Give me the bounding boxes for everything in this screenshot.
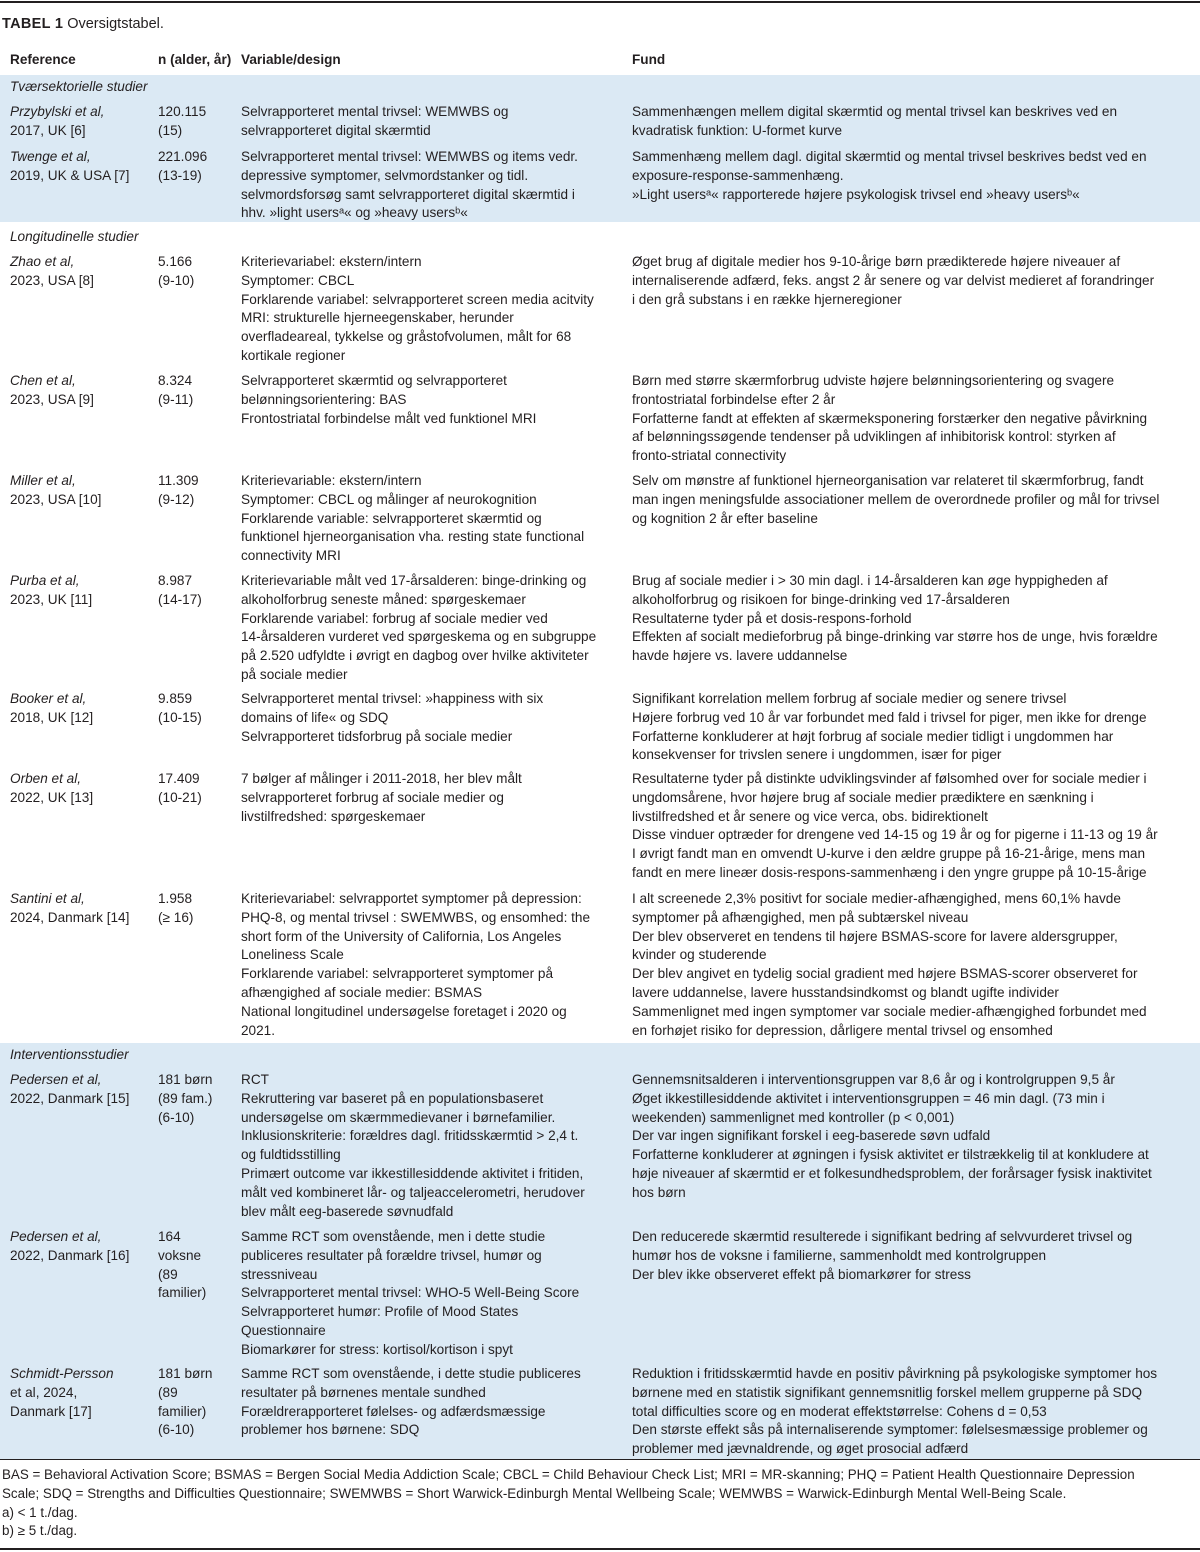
cell-reference-line: Pedersen et al, (10, 1072, 102, 1087)
cell-reference-line: Orben et al, (10, 771, 82, 786)
cell-design (241, 103, 508, 141)
cell-findings-line: Forfatterne konkluderer at højt forbrug af sociale medier tidligt i ungdommen har (632, 728, 1114, 744)
cell-design-line: Kriterievariable: ekstern/intern (241, 473, 422, 488)
cell-n-line: (10-15) (158, 709, 202, 725)
cell-findings-line: Sammenhæng mellem dagl. digital skærmtid og mental trivsel beskrives bedst ved en (632, 149, 1147, 164)
cell-findings-line: symptomer på afhængighed, men på subtærskel niveau (632, 909, 969, 925)
cell-findings (632, 770, 1158, 883)
cell-design-line: Forklarende variable: selvrapporteret skærmtid og (241, 510, 542, 526)
cell-reference-line: 2023, UK [11] (10, 591, 93, 607)
cell-design-line: Kriterievariabel: selvrapportet symptomer på depression: (241, 891, 582, 906)
cell-n-line: 9.859 (158, 691, 193, 706)
cell-design-line: på sociale medier (241, 666, 348, 682)
cell-findings-line: høje niveauer af skærmtid er et folkesundhedsproblem, der forårsager fysisk inaktivitet (632, 1165, 1152, 1181)
cell-reference-line: Purba et al, (10, 573, 80, 588)
cell-reference (10, 890, 129, 928)
table-caption (2, 16, 164, 32)
cell-findings (632, 572, 1158, 666)
cell-findings-line: Sammenlignet med ingen symptomer var sociale medier-afhængighed forbundet med (632, 1003, 1147, 1019)
cell-findings-line: I øvrigt fandt man en omvendt U-kurve i den ældre gruppe på 16-21-årige, mens man (632, 846, 1146, 862)
cell-n-line: 164 (158, 1229, 181, 1244)
cell-findings-line: Disse vinduer optræder for drengene ved 14-15 og 19 år og for pigerne i 11-13 og 19 år (632, 827, 1158, 843)
cell-findings-line: konsekvenser for trivslen senere i ungdommen, især for piger (632, 747, 1002, 763)
cell-design-line: Inklusionskriterie: forældres dagl. fritidsskærmtid > 2,4 t. (241, 1128, 579, 1144)
cell-findings (632, 1228, 1132, 1284)
cell-design-line: Selvrapporteret skærmtid og selvrapporteret (241, 373, 507, 388)
cell-findings (632, 1365, 1157, 1459)
cell-n-line: (89 (158, 1266, 178, 1282)
cell-design (241, 1365, 581, 1440)
cell-findings-line: fandt en mere lineær dosis-respons-sammenhæng i den yngre gruppe på 10-15-årige (632, 864, 1147, 880)
cell-reference-line: 2023, USA [9] (10, 391, 94, 407)
cell-reference-line: Pedersen et al, (10, 1229, 102, 1244)
cell-reference-line: 2022, UK [13] (10, 789, 94, 805)
cell-findings-line: Der blev angivet en tydelig social gradient med højere BSMAS-scorer observeret for (632, 966, 1138, 982)
footnote-line: Scale; SDQ = Strengths and Difficulties Questionnaire; SWEMWBS = Short Warwick-Edinburgh Mental Wellbeing Scale; WEMWBS = Warwick-Edinburgh Mental Well-Being Scale. (2, 1485, 1067, 1501)
cell-findings-line: kvadratisk funktion: U-formet kurve (632, 122, 843, 138)
cell-design-line: Forklarende variabel: forbrug af sociale medier ved (241, 610, 548, 626)
cell-reference (10, 103, 104, 141)
cell-findings-line: Signifikant korrelation mellem forbrug af sociale medier og senere trivsel (632, 691, 1067, 706)
cell-design-line: selvmordsforsøg samt selvrapporteret digital skærmtid i (241, 186, 575, 202)
cell-reference-line: Schmidt-Persson (10, 1366, 114, 1381)
cell-reference-line: Przybylski et al, (10, 104, 105, 119)
cell-reference-line: Booker et al, (10, 691, 87, 706)
cell-design-line: depressive symptomer, selvmordstanker og tidl. (241, 167, 529, 183)
cell-n-line: (89 fam.) (158, 1090, 213, 1106)
cell-design-line: Biomarkører for stress: kortisol/kortison i spyt (241, 1341, 513, 1357)
cell-n (158, 103, 206, 141)
cell-design-line: RCT (241, 1072, 269, 1087)
cell-n-line: (15) (158, 122, 183, 138)
cell-design-line: funktionel hjerneorganisation vha. resting state functional (241, 529, 585, 545)
cell-design-line: Selvrapporteret mental trivsel: WEMWBS og (241, 104, 509, 119)
header-design: Variable/design (241, 52, 341, 67)
cell-n-line: (6-10) (158, 1422, 195, 1438)
cell-findings-line: Effekten af socialt medieforbrug på binge-drinking var større hos de unge, hvis forældre (632, 629, 1158, 645)
cell-n-line: 5.166 (158, 254, 193, 269)
footnote-line: b) ≥ 5 t./dag. (2, 1523, 78, 1539)
cell-reference-line: Twenge et al, (10, 149, 91, 164)
cell-design-line: stressniveau (241, 1266, 318, 1282)
cell-n-line: (9-11) (158, 391, 194, 407)
cell-design-line: domains of life« og SDQ (241, 709, 389, 725)
cell-n-line: (6-10) (158, 1109, 195, 1125)
cell-design-line: undersøgelse om skærmmedievaner i børnefamilier. (241, 1109, 556, 1125)
table-bottom-rule (0, 1459, 1200, 1460)
cell-design (241, 148, 578, 223)
cell-n (158, 1228, 206, 1303)
cell-design-line: Symptomer: CBCL (241, 272, 355, 288)
cell-design (241, 770, 522, 826)
cell-n-line: 1.958 (158, 891, 193, 906)
bottom-rule (0, 1548, 1200, 1550)
cell-design-line: kortikale regioner (241, 347, 346, 363)
cell-design-line: connectivity MRI (241, 548, 341, 564)
cell-findings-line: exposure-response-sammenhæng. (632, 167, 844, 183)
cell-design (241, 472, 584, 566)
cell-design-line: Primært outcome var ikkestillesiddende aktivitet i fritiden, (241, 1165, 584, 1181)
cell-findings-line: og kognition 2 år efter baseline (632, 510, 818, 526)
cell-design-line: alkoholforbrug seneste måned: spørgeskemaer (241, 591, 526, 607)
cell-findings-line: Gennemsnitsalderen i interventionsgruppen var 8,6 år og i kontrolgruppen 9,5 år (632, 1072, 1115, 1087)
cell-design-line: overfladeareal, tykkelse og gråstofvolumen, målt for 68 (241, 329, 572, 345)
section-title-cross: Tværsektorielle studier (10, 79, 148, 94)
cell-n-line: (13-19) (158, 167, 202, 183)
cell-design-line: Kriterievariable målt ved 17-årsalderen: binge-drinking og (241, 573, 587, 588)
cell-findings-line: hos børn (632, 1184, 686, 1200)
cell-n (158, 148, 207, 186)
cell-reference-line: 2023, USA [10] (10, 491, 102, 507)
cell-reference-line: 2022, Danmark [15] (10, 1090, 130, 1106)
cell-reference (10, 372, 94, 410)
cell-n (158, 770, 202, 808)
cell-findings-line: Selv om mønstre af funktionel hjerneorganisation var relateret til skærmforbrug, fandt (632, 473, 1144, 488)
cell-design (241, 253, 594, 366)
section-title-intervention: Interventionsstudier (10, 1047, 129, 1062)
footnote-line: a) < 1 t./dag. (2, 1504, 78, 1520)
cell-findings-line: livstilfredshed et år senere og vice verca, obs. bidirektionelt (632, 808, 988, 824)
cell-findings-line: fronto-striatal connectivity (632, 448, 787, 464)
cell-design-line: Selvrapporteret mental trivsel: WEMWBS og items vedr. (241, 149, 578, 164)
cell-reference-line: Santini et al, (10, 891, 85, 906)
cell-design-line: belønningsorientering: BAS (241, 391, 407, 407)
cell-findings-line: en forhøjet risiko for depression, dårligere mental trivsel og ensomhed (632, 1022, 1053, 1038)
cell-n (158, 1365, 212, 1440)
header-n: n (alder, år) (158, 52, 232, 67)
cell-design-line: Forklarende variabel: selvrapporteret symptomer på (241, 966, 554, 982)
cell-design-line: publiceres resultater på forældre trivsel, humør og (241, 1247, 542, 1263)
cell-design-line: målt ved kombineret lår- og taljeaccelerometri, herudover (241, 1184, 585, 1200)
cell-findings-line: humør hos de voksne i familierne, sammenholdt med kontrolgruppen (632, 1247, 1047, 1263)
cell-findings-line: Sammenhængen mellem digital skærmtid og mental trivsel kan beskrives ved en (632, 104, 1118, 119)
cell-design-line: Rekruttering var baseret på en populationsbaseret (241, 1090, 544, 1106)
cell-findings-line: Den største effekt sås på internaliserende symptomer: følelsesmæssige problemer og (632, 1422, 1148, 1438)
cell-design-line: 14-årsalderen vurderet ved spørgeskema og en subgruppe (241, 629, 597, 645)
cell-findings-line: Reduktion i fritidsskærmtid havde en positiv påvirkning på psykologiske symptomer hos (632, 1366, 1158, 1381)
cell-findings-line: problemer med jævnaldrende, og øget prosocial adfærd (632, 1441, 969, 1457)
cell-design-line: 2021. (241, 1022, 276, 1038)
top-rule (0, 1, 1200, 3)
cell-design-line: problemer hos børnene: SDQ (241, 1422, 420, 1438)
cell-reference-line: 2024, Danmark [14] (10, 909, 130, 925)
cell-reference (10, 148, 129, 186)
cell-findings-line: lavere uddannelse, lavere husstandsindkomst og blandt ugifte individer (632, 984, 1059, 1000)
cell-design-line: selvrapporteret forbrug af sociale medier og (241, 789, 504, 805)
cell-design-line: på 2.520 udfyldte i øvrigt en dagbog over hvilke aktiviteter (241, 648, 589, 664)
cell-reference-line: Miller et al, (10, 473, 76, 488)
cell-findings (632, 253, 1154, 309)
cell-design-line: hhv. »light usersᵃ« og »heavy usersᵇ« (241, 205, 468, 221)
cell-findings-line: Forfatterne konkluderer at øgningen i fysisk aktivitet er tilstrækkelig til at konkludere at (632, 1147, 1149, 1163)
cell-design (241, 572, 596, 685)
cell-n-line: 120.115 (158, 104, 207, 119)
cell-n (158, 472, 199, 510)
cell-design-line: Selvrapporteret tidsforbrug på sociale medier (241, 728, 513, 744)
cell-findings-line: total difficulties score og en moderat effektstørrelse: Cohens d = 0,53 (632, 1403, 1047, 1419)
cell-design (241, 690, 543, 746)
cell-findings-line: alkoholforbrug og risikoen for binge-drinking ved 17-årsalderen (632, 591, 1010, 607)
cell-design-line: Loneliness Scale (241, 947, 344, 963)
cell-findings (632, 148, 1147, 204)
cell-reference (10, 770, 93, 808)
cell-findings-line: Børn med større skærmforbrug udviste højere belønningsorientering og svagere (632, 373, 1115, 388)
cell-findings-line: internaliserende adfærd, feks. angst 2 år senere og var delvist medieret af forandringer (632, 272, 1155, 288)
cell-reference-line: 2018, UK [12] (10, 709, 94, 725)
footnotes (2, 1466, 1135, 1541)
cell-findings-line: Der blev observeret en tendens til højere BSMAS-score for lavere aldersgrupper, (632, 928, 1118, 944)
cell-design-line: PHQ-8, og mental trivsel : SWEMWBS, og ensomhed: the (241, 909, 591, 925)
cell-n (158, 572, 202, 610)
cell-design-line: og fuldtidsstilling (241, 1147, 341, 1163)
cell-findings-line: børnene med en statistik signifikant gennemsnitlig forskel mellem grupperne på SDQ (632, 1384, 1143, 1400)
cell-reference (10, 1365, 114, 1421)
cell-design (241, 890, 590, 1040)
cell-reference-line: Chen et al, (10, 373, 76, 388)
cell-findings-line: af belønningssøgende tendenser på udviklingen af inhibitorisk kontrol: styrken af (632, 429, 1116, 445)
cell-n-line: 8.324 (158, 373, 193, 388)
cell-design-line: blev målt eeg-baserede søvnudfald (241, 1203, 454, 1219)
cell-findings-line: i den grå substans i en række hjerneregioner (632, 291, 902, 307)
cell-n (158, 372, 193, 410)
cell-design-line: National longitudinel undersøgelse foretaget i 2020 og (241, 1003, 567, 1019)
cell-design-line: Frontostriatal forbindelse målt ved funktionel MRI (241, 410, 537, 426)
cell-findings-line: kvinder og studerende (632, 947, 767, 963)
cell-n-line: (9-10) (158, 272, 195, 288)
cell-design-line: Selvrapporteret mental trivsel: »happiness with six (241, 691, 544, 706)
cell-n-line: (89 (158, 1384, 178, 1400)
caption-text: Oversigtstabel. (67, 16, 164, 32)
cell-findings-line: Resultaterne tyder på distinkte udviklingsvinder af følsomhed over for sociale medier i (632, 771, 1147, 786)
cell-findings-line: weekenden) sammenlignet med kontroller (p < 0,001) (632, 1109, 955, 1125)
cell-findings (632, 1071, 1152, 1203)
cell-design-line: livstilfredshed: spørgeskemaer (241, 808, 426, 824)
cell-design (241, 372, 536, 428)
cell-n-line: 11.309 (158, 473, 199, 488)
cell-n-line: voksne (158, 1247, 202, 1263)
cell-n (158, 253, 194, 291)
cell-findings-line: »Light usersᵃ« rapporterede højere psykologisk trivsel end »heavy usersᵇ« (632, 186, 1080, 202)
cell-reference (10, 1071, 129, 1109)
cell-design-line: short form of the University of California, Los Angeles (241, 928, 562, 944)
cell-reference-line: 2017, UK [6] (10, 122, 86, 138)
cell-design-line: 7 bølger af målinger i 2011-2018, her blev målt (241, 771, 522, 786)
cell-n-line: (9-12) (158, 491, 195, 507)
cell-design-line: Forklarende variabel: selvrapporteret screen media acitvity (241, 291, 594, 307)
cell-design-line: Questionnaire (241, 1322, 326, 1338)
cell-design-line: resultater på børnenes mentale sundhed (241, 1384, 486, 1400)
cell-findings-line: ungdomsårene, hvor højere brug af sociale medier prædiktere en sænkning i (632, 789, 1094, 805)
cell-n-line: (10-21) (158, 789, 202, 805)
cell-design-line: Selvrapporteret humør: Profile of Mood States (241, 1304, 519, 1320)
cell-findings (632, 690, 1147, 765)
cell-n-line: 8.987 (158, 573, 193, 588)
cell-reference-line: Zhao et al, (10, 254, 75, 269)
cell-findings-line: Der blev ikke observeret effekt på biomarkører for stress (632, 1266, 971, 1282)
cell-findings-line: Øget brug af digitale medier hos 9-10-årige børn prædikterede højere niveauer af (632, 254, 1121, 269)
cell-reference (10, 1228, 129, 1266)
cell-findings (632, 890, 1147, 1040)
cell-findings (632, 103, 1117, 141)
cell-findings-line: Brug af sociale medier i > 30 min dagl. i 14-årsalderen kan øge hyppigheden af (632, 573, 1108, 588)
cell-design-line: selvrapporteret digital skærmtid (241, 122, 431, 138)
cell-reference (10, 690, 93, 728)
section-title-longitudinal: Longitudinelle studier (10, 229, 139, 244)
cell-findings (632, 372, 1147, 466)
cell-findings-line: man ingen meningsfulde associationer mellem de overordnede profiler og mål for trivsel (632, 491, 1160, 507)
cell-reference-line: 2023, USA [8] (10, 272, 94, 288)
cell-design-line: Selvrapporteret mental trivsel: WHO-5 Well-Being Score (241, 1285, 580, 1301)
cell-reference (10, 572, 92, 610)
cell-reference-line: 2019, UK & USA [7] (10, 167, 130, 183)
cell-reference (10, 253, 94, 291)
cell-n-line: 17.409 (158, 771, 200, 786)
cell-n-line: 221.096 (158, 149, 208, 164)
header-findings: Fund (632, 52, 666, 67)
cell-n-line: familier) (158, 1285, 207, 1301)
cell-reference-line: et al, 2024, (10, 1384, 78, 1400)
cell-findings-line: Der var ingen signifikant forskel i eeg-baserede søvn udfald (632, 1128, 991, 1144)
caption-label: TABEL 1 (2, 16, 64, 32)
cell-reference-line: 2022, Danmark [16] (10, 1247, 130, 1263)
cell-n (158, 890, 193, 928)
cell-design-line: MRI: strukturelle hjerneegenskaber, herunder (241, 310, 514, 326)
cell-design-line: Samme RCT som ovenstående, men i dette studie (241, 1229, 546, 1244)
cell-reference (10, 472, 101, 510)
cell-findings (632, 472, 1159, 528)
cell-findings-line: I alt screenede 2,3% positivt for sociale medier-afhængighed, mens 60,1% havde (632, 891, 1121, 906)
cell-design-line: Forældrerapporteret følelses- og adfærdsmæssige (241, 1403, 546, 1419)
cell-n-line: familier) (158, 1403, 207, 1419)
cell-findings-line: havde højere vs. lavere uddannelse (632, 648, 848, 664)
cell-n-line: (≥ 16) (158, 909, 194, 925)
cell-findings-line: Den reducerede skærmtid resulterede i signifikant bedring af selvvurderet trivsel og (632, 1229, 1133, 1244)
cell-design-line: Samme RCT som ovenstående, i dette studie publiceres (241, 1366, 581, 1381)
cell-design-line: Symptomer: CBCL og målinger af neurokognition (241, 491, 537, 507)
cell-design (241, 1071, 585, 1221)
cell-findings-line: Forfatterne fandt at effekten af skærmeksponering forstærker den negative påvirkning (632, 410, 1148, 426)
cell-design-line: Kriterievariabel: ekstern/intern (241, 254, 422, 269)
cell-design-line: afhængighed af sociale medier: BSMAS (241, 984, 483, 1000)
cell-findings-line: Højere forbrug ved 10 år var forbundet med fald i trivsel for piger, men ikke for drenge (632, 709, 1147, 725)
cell-design (241, 1228, 579, 1360)
cell-n (158, 1071, 212, 1127)
cell-n (158, 690, 202, 728)
header-reference: Reference (10, 52, 76, 67)
cell-reference-line: Danmark [17] (10, 1403, 92, 1419)
cell-n-line: (14-17) (158, 591, 202, 607)
cell-findings-line: frontostriatal forbindelse efter 2 år (632, 391, 836, 407)
cell-findings-line: Resultaterne tyder på et dosis-respons-forhold (632, 610, 912, 626)
cell-n-line: 181 børn (158, 1072, 213, 1087)
cell-n-line: 181 børn (158, 1366, 213, 1381)
cell-findings-line: Øget ikkestillesiddende aktivitet i interventionsgruppen = 46 min dagl. (73 min i (632, 1090, 1105, 1106)
footnote-line: BAS = Behavioral Activation Score; BSMAS = Bergen Social Media Addiction Scale; CBCL = Child Behaviour Check List; MRI = MR-skanning; PHQ = Patient Health Questionnaire Depression (2, 1467, 1135, 1482)
